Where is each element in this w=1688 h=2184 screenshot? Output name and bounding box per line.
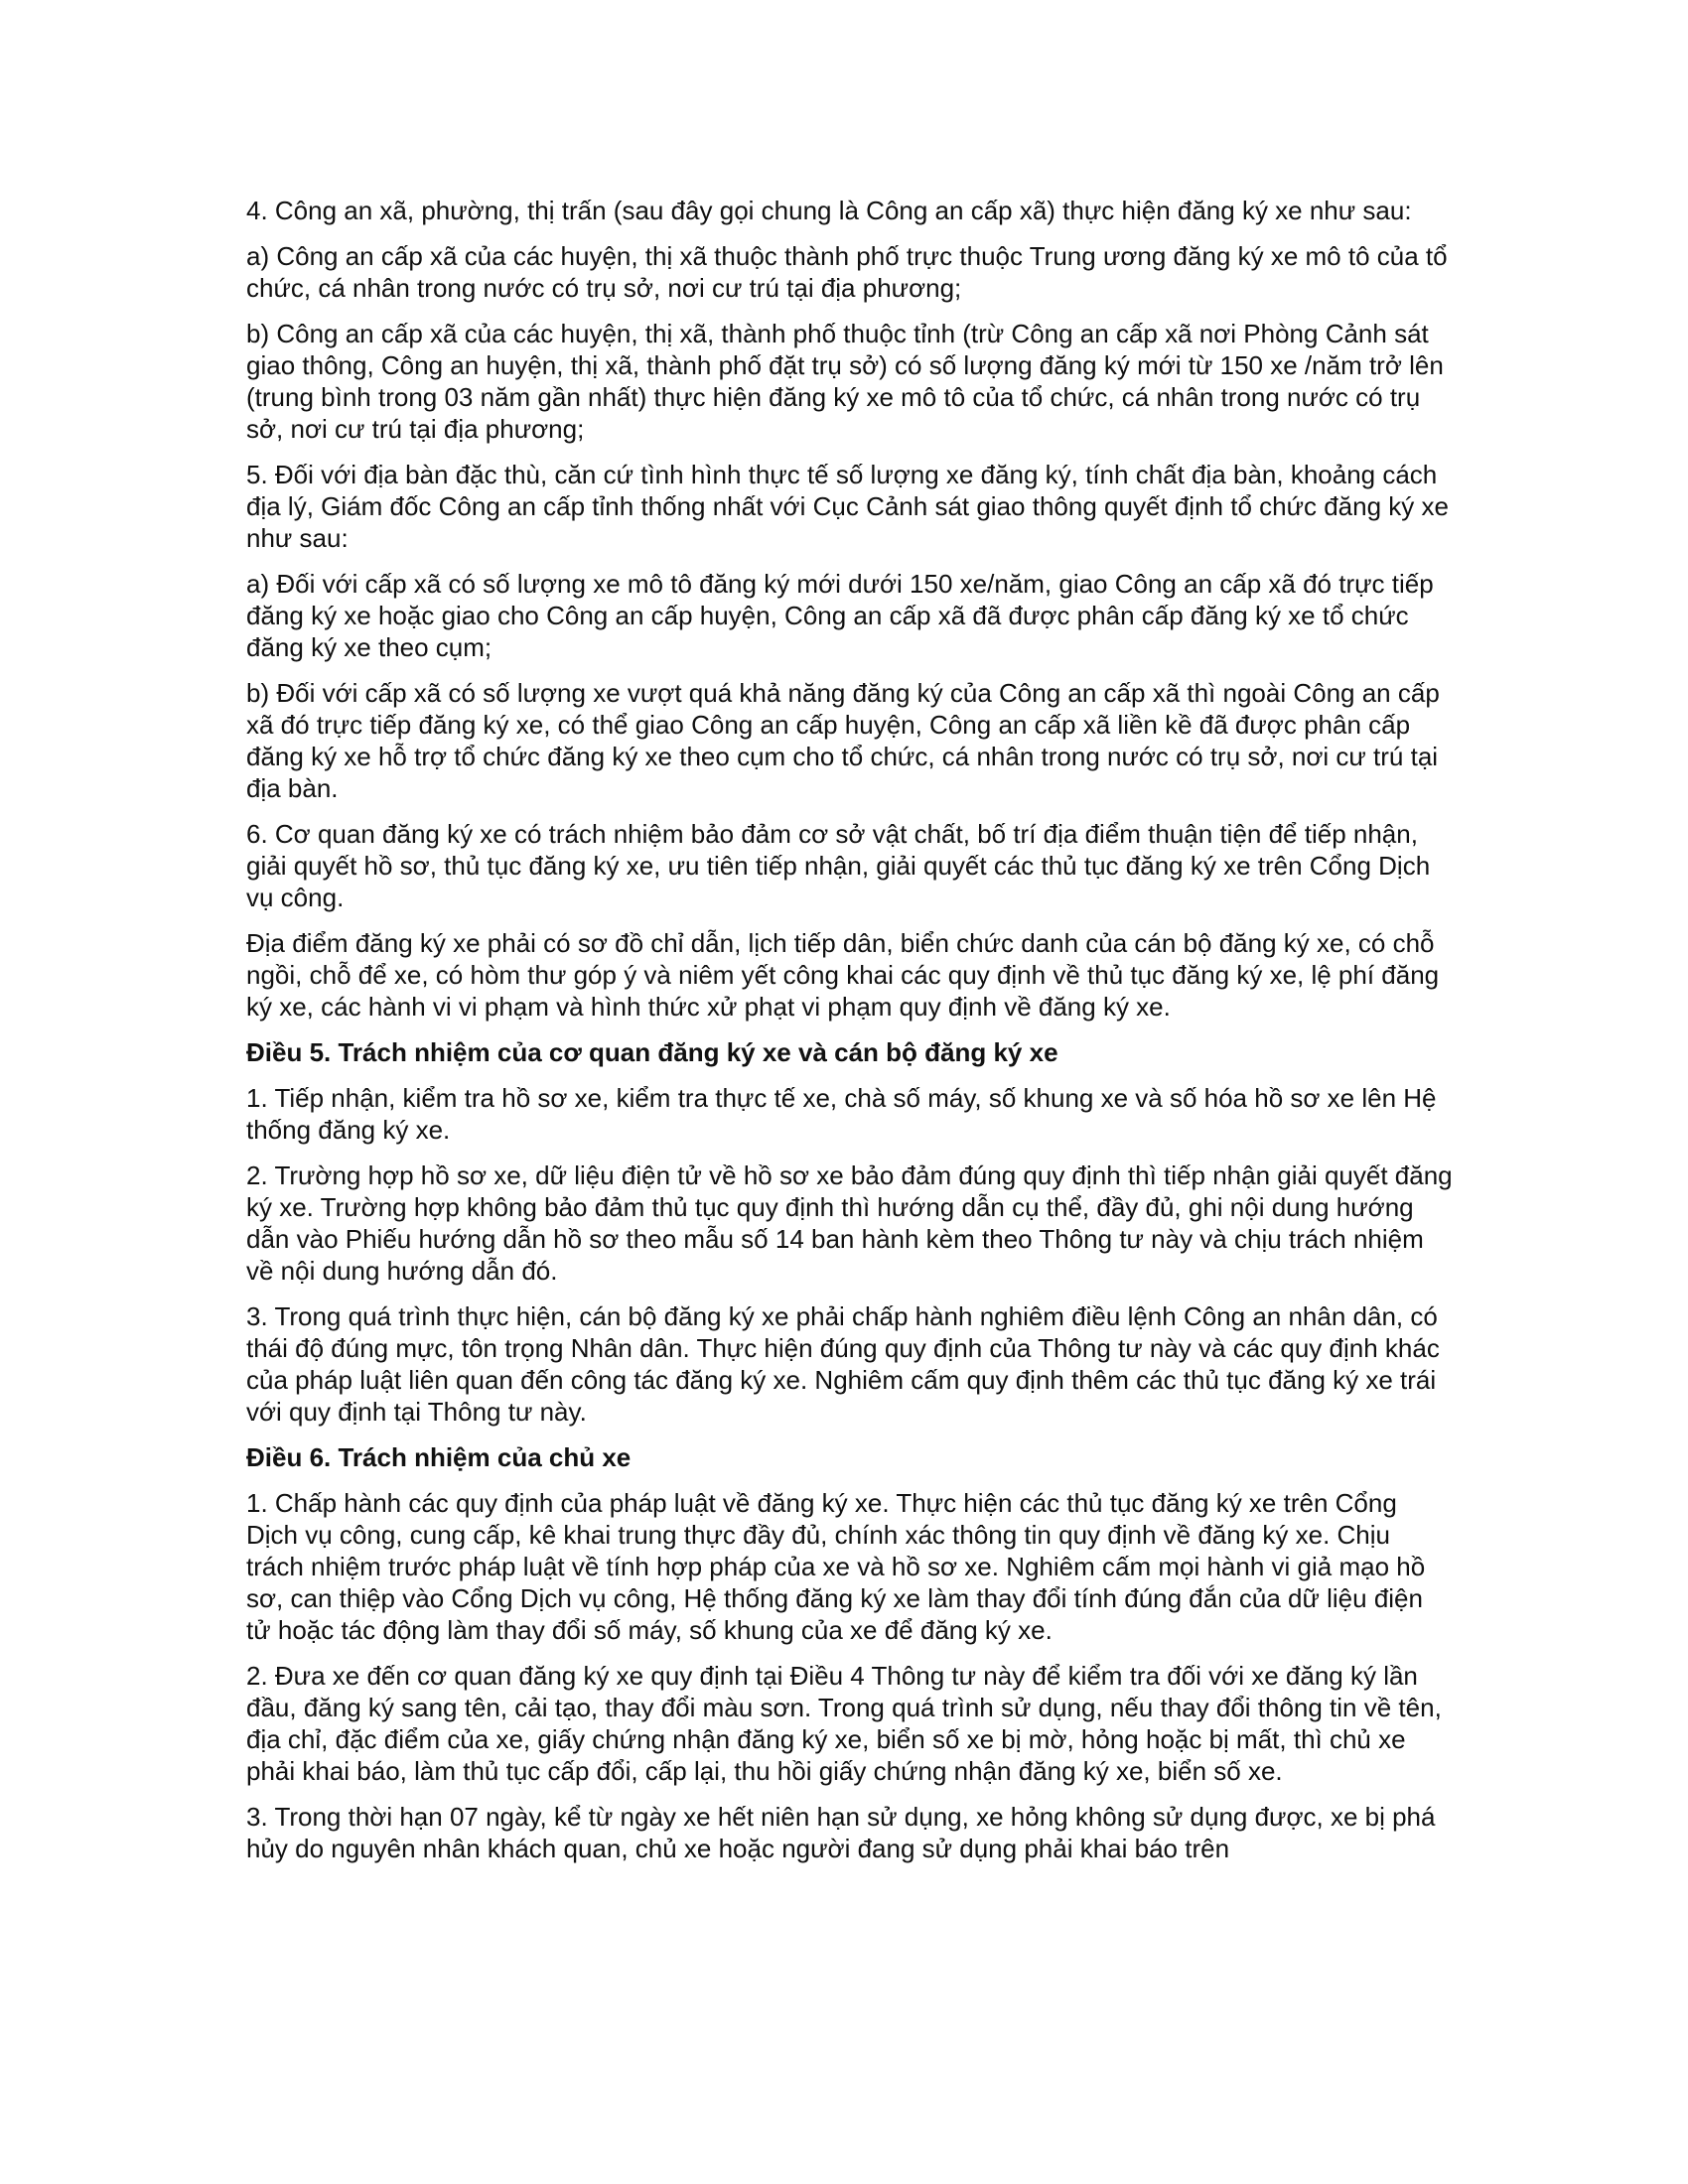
- paragraph-dieu4-khoan5: 5. Đối với địa bàn đặc thù, căn cứ tình hình thực tế số lượng xe đăng ký, tính chất địa bàn, khoảng cách địa lý, Giám đốc Công an cấp tỉnh thống nhất với Cục Cảnh sát giao thông quyết định tổ chức đăng ký xe như sau:: [246, 460, 1449, 553]
- paragraph-dieu5-khoan3: 3. Trong quá trình thực hiện, cán bộ đăng ký xe phải chấp hành nghiêm điều lệnh Công an nhân dân, có thái độ đúng mực, tôn trọng Nhân dân. Thực hiện đúng quy định của Thông tư này và các quy định khác của pháp luật liên quan đến công tác đăng ký xe. Nghiêm cấm quy định thêm các thủ tục đăng ký xe trái với quy định tại Thông tư này.: [246, 1301, 1440, 1427]
- paragraph-dieu6-khoan3: 3. Trong thời hạn 07 ngày, kể từ ngày xe hết niên hạn sử dụng, xe hỏng không sử dụng được, xe bị phá hủy do nguyên nhân khách quan, chủ xe hoặc người đang sử dụng phải khai báo trên: [246, 1802, 1436, 1863]
- document-page: [246, 195, 1454, 1878]
- article-6-heading: Điều 6. Trách nhiệm của chủ xe: [246, 1442, 632, 1472]
- paragraph-dieu4-khoan4-b: b) Công an cấp xã của các huyện, thị xã, thành phố thuộc tỉnh (trừ Công an cấp xã nơi Phòng Cảnh sát giao thông, Công an huyện, thị xã, thành phố đặt trụ sở) có số lượng đăng ký mới từ 150 xe /năm trở lên (trung bình trong 03 năm gần nhất) thực hiện đăng ký xe mô tô của tổ chức, cá nhân trong nước có trụ sở, nơi cư trú tại địa phương;: [246, 319, 1444, 444]
- paragraph-dieu4-khoan5-a: a) Đối với cấp xã có số lượng xe mô tô đăng ký mới dưới 150 xe/năm, giao Công an cấp xã đó trực tiếp đăng ký xe hoặc giao cho Công an cấp huyện, Công an cấp xã đã được phân cấp đăng ký xe tổ chức đăng ký xe theo cụm;: [246, 569, 1434, 662]
- paragraph-dieu4-khoan6-location: Địa điểm đăng ký xe phải có sơ đồ chỉ dẫn, lịch tiếp dân, biển chức danh của cán bộ đăng ký xe, có chỗ ngồi, chỗ để xe, có hòm thư góp ý và niêm yết công khai các quy định về thủ tục đăng ký xe, lệ phí đăng ký xe, các hành vi vi phạm và hình thức xử phạt vi phạm quy định về đăng ký xe.: [246, 928, 1440, 1022]
- paragraph-dieu4-khoan5-b: b) Đối với cấp xã có số lượng xe vượt quá khả năng đăng ký của Công an cấp xã thì ngoài Công an cấp xã đó trực tiếp đăng ký xe, có thể giao Công an cấp huyện, Công an cấp xã liền kề đã được phân cấp đăng ký xe hỗ trợ tổ chức đăng ký xe theo cụm cho tổ chức, cá nhân trong nước có trụ sở, nơi cư trú tại địa bàn.: [246, 678, 1440, 803]
- paragraph-dieu6-khoan2: 2. Đưa xe đến cơ quan đăng ký xe quy định tại Điều 4 Thông tư này để kiểm tra đối với xe đăng ký lần đầu, đăng ký sang tên, cải tạo, thay đổi màu sơn. Trong quá trình sử dụng, nếu thay đổi thông tin về tên, địa chỉ, đặc điểm của xe, giấy chứng nhận đăng ký xe, biển số xe bị mờ, hỏng hoặc bị mất, thì chủ xe phải khai báo, làm thủ tục cấp đổi, cấp lại, thu hồi giấy chứng nhận đăng ký xe, biển số xe.: [246, 1661, 1442, 1786]
- paragraph-dieu4-khoan4: 4. Công an xã, phường, thị trấn (sau đây gọi chung là Công an cấp xã) thực hiện đăng ký xe như sau:: [246, 196, 1412, 225]
- paragraph-dieu5-khoan2: 2. Trường hợp hồ sơ xe, dữ liệu điện tử về hồ sơ xe bảo đảm đúng quy định thì tiếp nhận giải quyết đăng ký xe. Trường hợp không bảo đảm thủ tục quy định thì hướng dẫn cụ thể, đầy đủ, ghi nội dung hướng dẫn vào Phiếu hướng dẫn hồ sơ theo mẫu số 14 ban hành kèm theo Thông tư này và chịu trách nhiệm về nội dung hướng dẫn đó.: [246, 1160, 1453, 1286]
- paragraph-dieu4-khoan4-a: a) Công an cấp xã của các huyện, thị xã thuộc thành phố trực thuộc Trung ương đăng ký xe mô tô của tổ chức, cá nhân trong nước có trụ sở, nơi cư trú tại địa phương;: [246, 241, 1448, 303]
- paragraph-dieu4-khoan6: 6. Cơ quan đăng ký xe có trách nhiệm bảo đảm cơ sở vật chất, bố trí địa điểm thuận tiện để tiếp nhận, giải quyết hồ sơ, thủ tục đăng ký xe, ưu tiên tiếp nhận, giải quyết các thủ tục đăng ký xe trên Cổng Dịch vụ công.: [246, 819, 1431, 912]
- paragraph-dieu6-khoan1: 1. Chấp hành các quy định của pháp luật về đăng ký xe. Thực hiện các thủ tục đăng ký xe trên Cổng Dịch vụ công, cung cấp, kê khai trung thực đầy đủ, chính xác thông tin quy định về đăng ký xe. Chịu trách nhiệm trước pháp luật về tính hợp pháp của xe và hồ sơ xe. Nghiêm cấm mọi hành vi giả mạo hồ sơ, can thiệp vào Cổng Dịch vụ công, Hệ thống đăng ký xe làm thay đổi tính đúng đắn của dữ liệu điện tử hoặc tác động làm thay đổi số máy, số khung của xe để đăng ký xe.: [246, 1488, 1426, 1645]
- article-5-heading: Điều 5. Trách nhiệm của cơ quan đăng ký xe và cán bộ đăng ký xe: [246, 1037, 1058, 1067]
- paragraph-dieu5-khoan1: 1. Tiếp nhận, kiểm tra hồ sơ xe, kiểm tra thực tế xe, chà số máy, số khung xe và số hóa hồ sơ xe lên Hệ thống đăng ký xe.: [246, 1083, 1437, 1145]
